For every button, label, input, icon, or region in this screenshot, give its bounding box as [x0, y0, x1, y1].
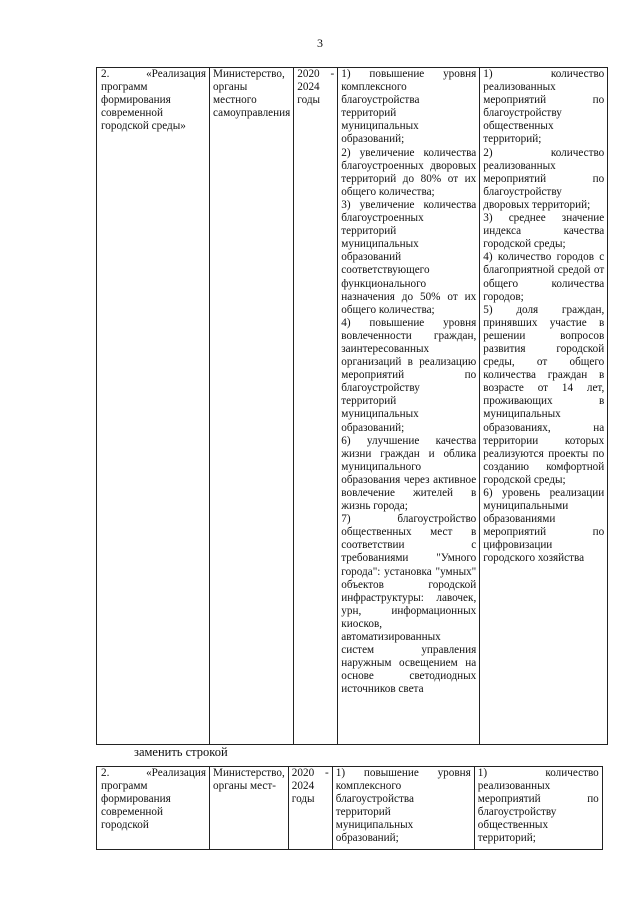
table-row [97, 767, 603, 850]
indicator-item: 3) среднее значение индекса качества городской среды; [483, 212, 605, 251]
period-cell: 2020 - 2024 годы [294, 68, 338, 745]
result-item: 2) увеличение количества благоустроенных дворовых территорий до 80% от их общего количества; [341, 146, 477, 198]
program-cell [97, 68, 210, 745]
result-item: 3) увеличение количества благоустроенных территорий муниципальных образований соответствующего функционального назначения до 50% от их общего количества; [341, 198, 477, 316]
replace-note: заменить строкой [134, 745, 228, 759]
executors-cell: Министерство, органы мест- [210, 767, 289, 850]
indicators-cell [474, 767, 602, 850]
executors-cell: Министерство, органы местного самоуправления [210, 68, 294, 745]
program-title: «Реализация программ формирования современной городской среды» [101, 68, 206, 133]
indicator-item: 2) количество реализованных мероприятий по благоустройству дворовых территорий; [483, 146, 605, 211]
indicator-item: 1) количество реализованных мероприятий по благоустройству общественных территорий; [483, 68, 605, 146]
indicator-item: 4) количество городов с благоприятной средой от общего количества городов; [483, 251, 605, 303]
indicator-item: 5) доля граждан, принявших участие в решении вопросов развития городской среды, от общего количества граждан в возрасте от 14 лет, проживающих в муниципальных образованиях, на территории которых реализуются проекты по созданию комфортной городской среды; [483, 303, 605, 486]
result-item: 1) повышение уровня комплексного благоустройства территорий муниципальных образований; [335, 767, 471, 845]
page-number: 3 [317, 36, 323, 50]
replacement-table [96, 766, 603, 850]
indicators-cell [480, 68, 608, 745]
result-item: 1) повышение уровня комплексного благоустройства территорий муниципальных образований; [341, 68, 477, 146]
results-cell [338, 68, 480, 745]
program-title: «Реализация программ формирования современной городской [101, 767, 206, 832]
results-cell [332, 767, 474, 850]
program-cell [97, 767, 210, 850]
period-cell: 2020 - 2024 годы [288, 767, 332, 850]
program-table [96, 67, 608, 745]
indicator-item: 1) количество реализованных мероприятий по благоустройству общественных территорий; [477, 767, 599, 845]
indicator-item: 6) уровень реализации муниципальными образованиями мероприятий по цифровизации городского хозяйства [483, 487, 605, 565]
row-number: 2. [101, 68, 110, 80]
result-item: 6) улучшение качества жизни граждан и облика муниципального образования через активное вовлечение жителей в жизнь города; [341, 434, 477, 513]
row-number: 2. [101, 767, 110, 779]
result-item: 4) повышение уровня вовлеченности граждан, заинтересованных организаций в реализацию мероприятий по благоустройству территорий муниципальных образований; [341, 316, 477, 434]
result-item: 7) благоустройство общественных мест в соответствии с требованиями "Умного города": установка "умных" объектов городской инфраструктуры: лавочек, урн, информационных киосков, автоматизированных систем управления наружным освещением на основе светодиодных источников света [341, 513, 477, 696]
table-row [97, 68, 608, 745]
